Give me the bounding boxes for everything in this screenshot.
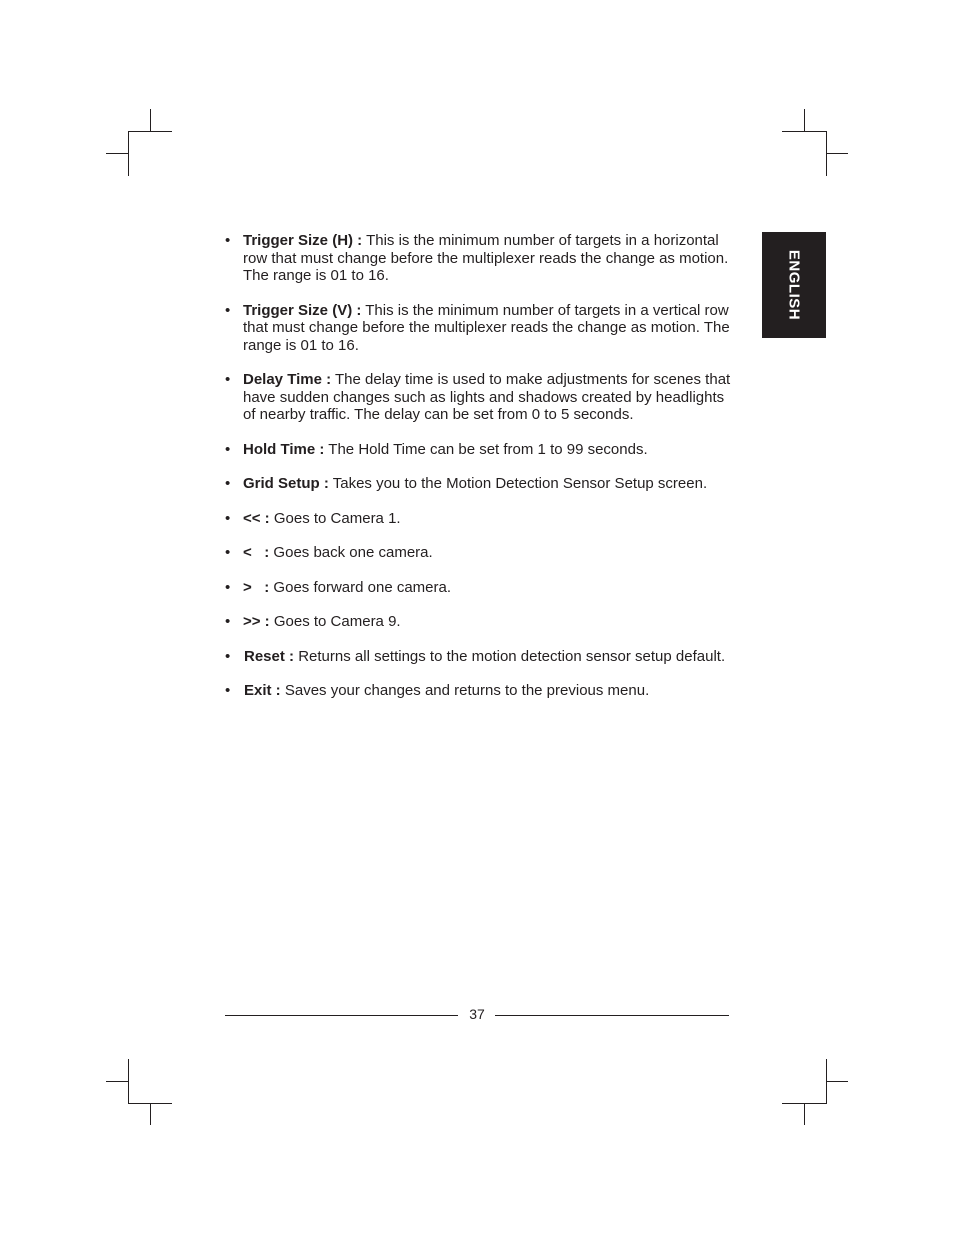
language-tab — [762, 232, 826, 338]
bullet: • — [225, 475, 231, 492]
crop-mark — [106, 1081, 128, 1082]
item-description: Takes you to the Motion Detection Sensor Setup screen. — [328, 475, 708, 492]
item-term: Reset : — [244, 647, 295, 665]
item-term: Hold Time : — [243, 440, 325, 458]
list-item-next-camera — [223, 579, 733, 597]
list-item-hold-time — [223, 441, 733, 459]
item-description: This is the minimum number of targets in a horizontal row that must change before the multiplexer reads the change as motion. The range is 01 to 16. — [243, 232, 729, 284]
list-item-previous-camera — [223, 544, 733, 562]
item-term: Trigger Size (H) : — [243, 232, 363, 249]
bullet: • — [225, 613, 231, 630]
item-term: Trigger Size (V) : — [243, 301, 362, 319]
crop-mark — [106, 153, 128, 154]
item-term: Exit : — [244, 682, 281, 699]
item-description: Goes to Camera 9. — [269, 613, 401, 630]
crop-mark — [804, 109, 805, 131]
crop-mark — [804, 1103, 805, 1125]
crop-mark — [826, 1081, 848, 1082]
item-description: The delay time is used to make adjustments for scenes that have sudden changes such as lights and shadows created by headlights of nearby traffic. The delay can be set from 0 to 5 seconds. — [243, 371, 731, 423]
list-item-last-camera — [223, 613, 733, 631]
item-description: This is the minimum number of targets in a vertical row that must change before the multiplexer reads the change as motion. The range is 01 to 16. — [243, 301, 730, 354]
bullet: • — [225, 301, 231, 319]
crop-mark — [782, 131, 826, 132]
list-item-trigger-size-h — [223, 232, 733, 285]
item-description: Goes to Camera 1. — [269, 509, 401, 527]
crop-mark — [128, 131, 172, 132]
page-number: 37 — [469, 1006, 485, 1022]
item-term: < : — [243, 544, 270, 561]
footer-rule-right — [495, 1015, 729, 1016]
list-item-reset — [223, 648, 733, 666]
list-item-delay-time — [223, 371, 733, 424]
item-description: The Hold Time can be set from 1 to 99 seconds. — [324, 440, 648, 458]
item-description: Goes forward one camera. — [269, 578, 452, 596]
settings-list — [223, 232, 733, 717]
bullet: • — [225, 232, 231, 249]
bullet: • — [225, 544, 231, 561]
bullet: • — [225, 440, 231, 458]
bullet: • — [225, 682, 231, 699]
crop-mark — [150, 109, 151, 131]
list-item-grid-setup — [223, 475, 733, 493]
item-term: Grid Setup : — [243, 475, 329, 492]
list-item-exit — [223, 682, 733, 700]
item-description: Goes back one camera. — [269, 544, 433, 561]
bullet: • — [225, 509, 231, 527]
item-description: Saves your changes and returns to the previous menu. — [280, 682, 650, 699]
crop-mark — [128, 131, 129, 176]
crop-mark — [128, 1059, 129, 1104]
bullet: • — [225, 371, 231, 388]
crop-mark — [826, 153, 848, 154]
item-term: << : — [243, 509, 270, 527]
language-tab-label: ENGLISH — [785, 249, 803, 321]
item-description: Returns all settings to the motion detection sensor setup default. — [294, 647, 726, 665]
item-term: > : — [243, 578, 270, 596]
item-term: Delay Time : — [243, 371, 332, 388]
list-item-trigger-size-v — [223, 302, 733, 355]
bullet: • — [225, 578, 231, 596]
crop-mark — [150, 1103, 151, 1125]
bullet: • — [225, 647, 231, 665]
list-item-first-camera — [223, 510, 733, 528]
item-term: >> : — [243, 613, 270, 630]
footer-rule-left — [225, 1015, 458, 1016]
